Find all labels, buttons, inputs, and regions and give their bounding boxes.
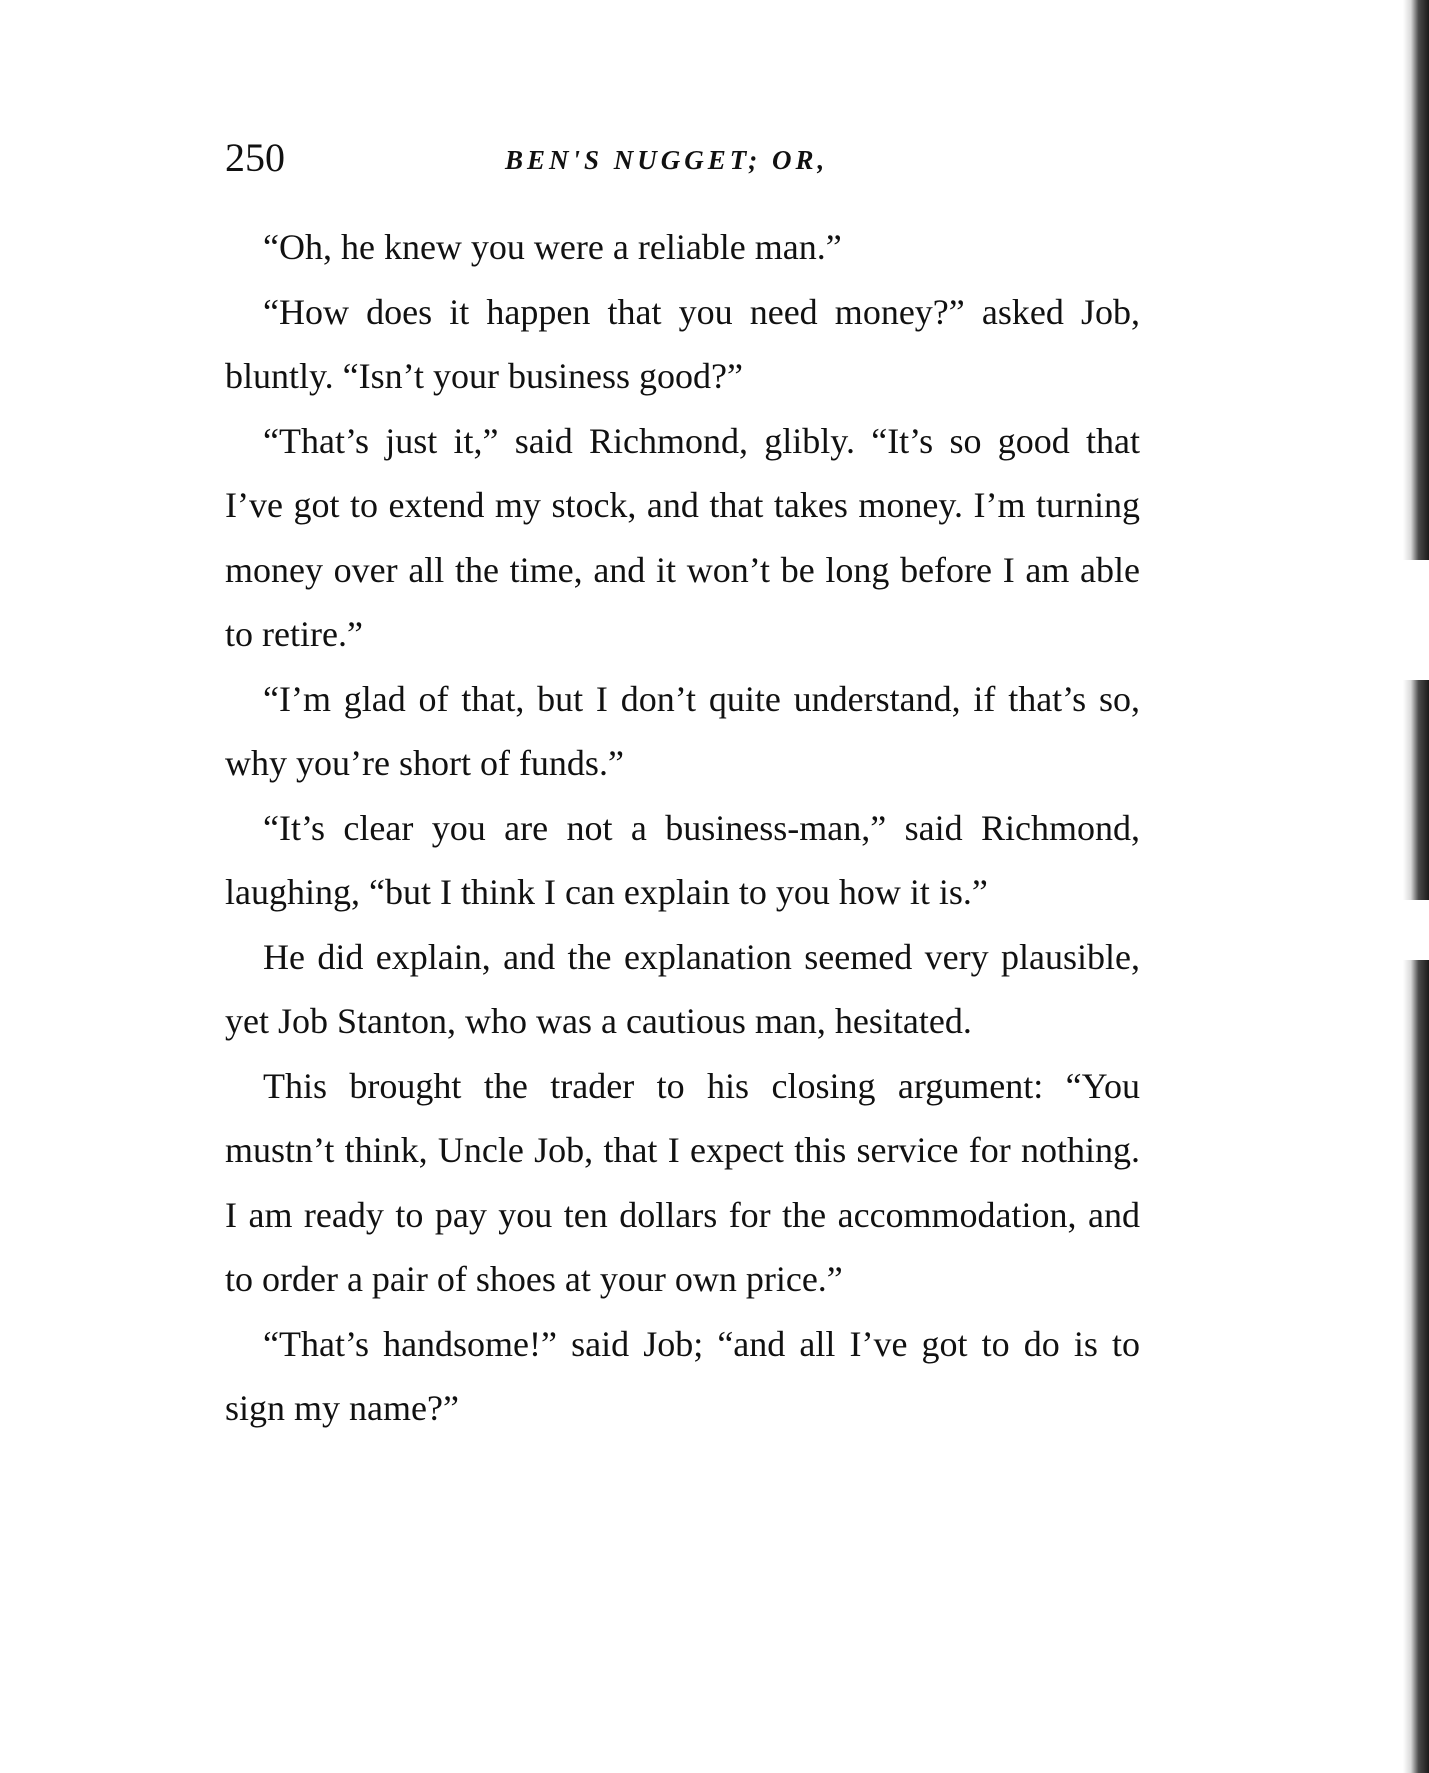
paragraph: He did explain, and the explanation seemed very plausible, yet Job Stanton, who was a cautious man, hesitated.: [225, 936, 1140, 1041]
binding-edge-gap: [1403, 900, 1429, 960]
paragraph: “I’m glad of that, but I don’t quite understand, if that’s so, why you’re short of funds.”: [225, 678, 1140, 783]
paragraph: “Oh, he knew you were a reliable man.”: [263, 227, 842, 267]
page-binding-edge: [1403, 0, 1429, 1773]
paragraph: This brought the trader to his closing argument: “You mustn’t think, Uncle Job, that I expect this service for nothing. I am ready to pay you ten dollars for the accommodation, and to order a pair of shoes at your own price.”: [225, 1065, 1140, 1299]
running-head: BEN'S NUGGET; OR,: [505, 145, 829, 175]
page-number: 250: [225, 135, 285, 180]
binding-edge-gap: [1403, 560, 1429, 680]
paragraph: “That’s just it,” said Richmond, glibly. “It’s so good that I’ve got to extend my stock, and that takes money. I’m turning money over all the time, and it won’t be long before I am able to retire.”: [225, 420, 1140, 654]
body-text: [225, 215, 1140, 1441]
paragraph: “How does it happen that you need money?” asked Job, bluntly. “Isn’t your business good?”: [225, 291, 1140, 396]
page-header: [225, 128, 1145, 188]
paragraph: “It’s clear you are not a business-man,” said Richmond, laughing, “but I think I can explain to you how it is.”: [225, 807, 1140, 912]
paragraph: “That’s handsome!” said Job; “and all I’ve got to do is to sign my name?”: [225, 1323, 1140, 1428]
